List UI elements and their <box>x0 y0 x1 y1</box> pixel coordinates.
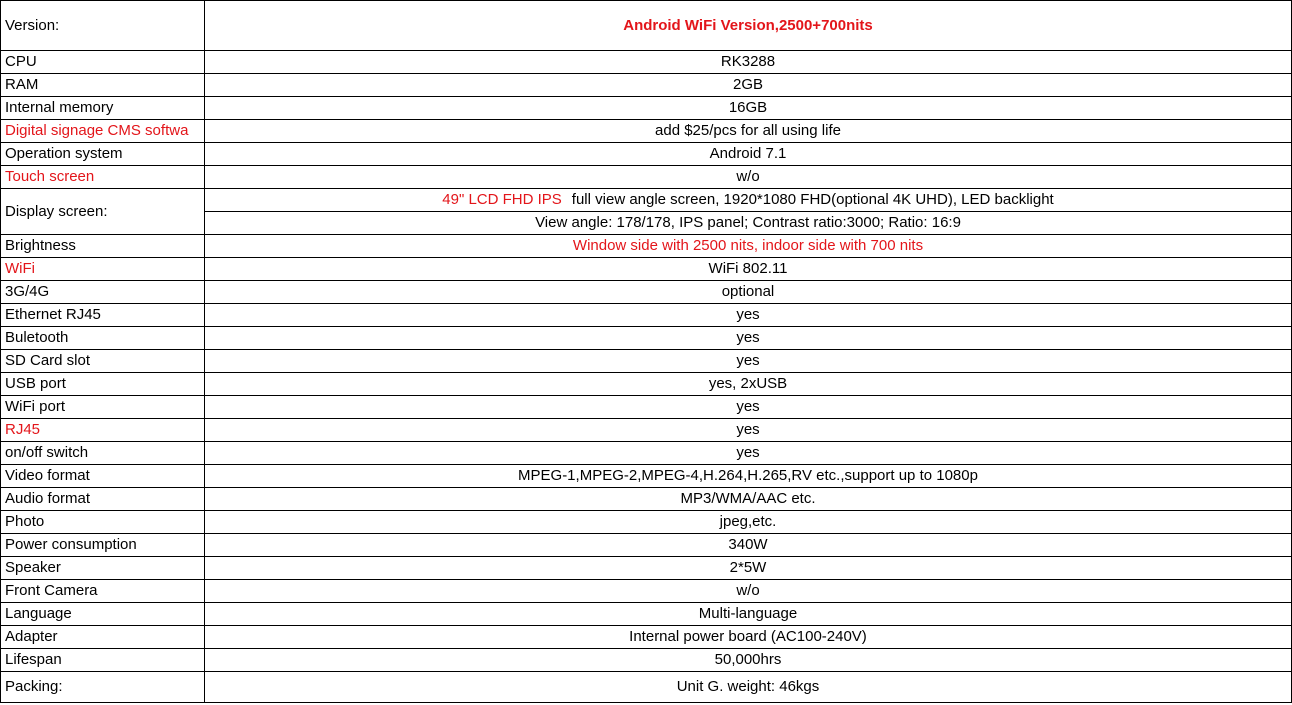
table-row-video-format <box>1 465 1292 488</box>
row-label-front-camera: Front Camera <box>1 580 205 603</box>
table-row-adapter <box>1 626 1292 649</box>
table-row-photo <box>1 511 1292 534</box>
table-row-internal-memory <box>1 97 1292 120</box>
row-value-ram: 2GB <box>205 74 1292 97</box>
row-value-onoff-switch: yes <box>205 442 1292 465</box>
row-value-internal-memory: 16GB <box>205 97 1292 120</box>
row-value-rj45: yes <box>205 419 1292 442</box>
row-value-power: 340W <box>205 534 1292 557</box>
table-row-packing <box>1 672 1292 703</box>
row-value-brightness: Window side with 2500 nits, indoor side with 700 nits <box>205 235 1292 258</box>
row-label-power: Power consumption <box>1 534 205 557</box>
table-row-ram <box>1 74 1292 97</box>
table-row-lifespan <box>1 649 1292 672</box>
row-label-onoff-switch: on/off switch <box>1 442 205 465</box>
row-label-version: Version: <box>1 1 205 51</box>
table-row-display-screen <box>1 189 1292 212</box>
row-value-front-camera: w/o <box>205 580 1292 603</box>
row-value-photo: jpeg,etc. <box>205 511 1292 534</box>
row-label-internal-memory: Internal memory <box>1 97 205 120</box>
row-value-ethernet: yes <box>205 304 1292 327</box>
row-value-usb-port: yes, 2xUSB <box>205 373 1292 396</box>
table-row-version <box>1 1 1292 51</box>
table-row-wifi <box>1 258 1292 281</box>
row-label-bluetooth: Buletooth <box>1 327 205 350</box>
row-label-ethernet: Ethernet RJ45 <box>1 304 205 327</box>
row-label-3g4g: 3G/4G <box>1 281 205 304</box>
row-label-adapter: Adapter <box>1 626 205 649</box>
table-row-sd-card <box>1 350 1292 373</box>
row-label-rj45: RJ45 <box>1 419 205 442</box>
row-value-sd-card: yes <box>205 350 1292 373</box>
table-row-cpu <box>1 51 1292 74</box>
table-row-language <box>1 603 1292 626</box>
row-value-lifespan: 50,000hrs <box>205 649 1292 672</box>
row-value-language: Multi-language <box>205 603 1292 626</box>
table-row-speaker <box>1 557 1292 580</box>
row-value-cms-software: add $25/pcs for all using life <box>205 120 1292 143</box>
table-row-touch-screen <box>1 166 1292 189</box>
row-value-display-line2: View angle: 178/178, IPS panel; Contrast ratio:3000; Ratio: 16:9 <box>205 212 1292 235</box>
row-value-operation-system: Android 7.1 <box>205 143 1292 166</box>
row-value-speaker: 2*5W <box>205 557 1292 580</box>
row-label-sd-card: SD Card slot <box>1 350 205 373</box>
row-value-3g4g: optional <box>205 281 1292 304</box>
table-row-ethernet <box>1 304 1292 327</box>
row-value-bluetooth: yes <box>205 327 1292 350</box>
row-value-adapter: Internal power board (AC100-240V) <box>205 626 1292 649</box>
row-label-wifi-port: WiFi port <box>1 396 205 419</box>
row-label-packing: Packing: <box>1 672 205 703</box>
row-label-video-format: Video format <box>1 465 205 488</box>
display-size-highlight: 49" LCD FHD IPS <box>442 191 562 208</box>
row-label-speaker: Speaker <box>1 557 205 580</box>
row-value-display-line1 <box>205 189 1292 212</box>
row-label-touch-screen: Touch screen <box>1 166 205 189</box>
row-value-touch-screen: w/o <box>205 166 1292 189</box>
display-line1-rest: full view angle screen, 1920*1080 FHD(optional 4K UHD), LED backlight <box>571 191 1054 208</box>
table-row-power <box>1 534 1292 557</box>
row-value-wifi-port: yes <box>205 396 1292 419</box>
row-label-operation-system: Operation system <box>1 143 205 166</box>
row-label-ram: RAM <box>1 74 205 97</box>
table-row-usb-port <box>1 373 1292 396</box>
row-label-language: Language <box>1 603 205 626</box>
row-label-brightness: Brightness <box>1 235 205 258</box>
table-row-operation-system <box>1 143 1292 166</box>
table-row-onoff-switch <box>1 442 1292 465</box>
row-value-wifi: WiFi 802.11 <box>205 258 1292 281</box>
row-label-cms-software: Digital signage CMS softwa <box>1 120 205 143</box>
table-row-front-camera <box>1 580 1292 603</box>
table-row-cms-software <box>1 120 1292 143</box>
row-value-audio-format: MP3/WMA/AAC etc. <box>205 488 1292 511</box>
row-value-version: Android WiFi Version,2500+700nits <box>205 1 1292 51</box>
row-label-cpu: CPU <box>1 51 205 74</box>
row-value-cpu: RK3288 <box>205 51 1292 74</box>
table-row-bluetooth <box>1 327 1292 350</box>
table-row-wifi-port <box>1 396 1292 419</box>
row-label-display-screen: Display screen: <box>1 189 205 235</box>
row-value-packing: Unit G. weight: 46kgs <box>205 672 1292 703</box>
table-row-3g4g <box>1 281 1292 304</box>
table-row-rj45 <box>1 419 1292 442</box>
table-row-audio-format <box>1 488 1292 511</box>
row-label-wifi: WiFi <box>1 258 205 281</box>
table-row-brightness <box>1 235 1292 258</box>
row-label-audio-format: Audio format <box>1 488 205 511</box>
row-label-usb-port: USB port <box>1 373 205 396</box>
row-label-lifespan: Lifespan <box>1 649 205 672</box>
row-value-video-format: MPEG-1,MPEG-2,MPEG-4,H.264,H.265,RV etc.,support up to 1080p <box>205 465 1292 488</box>
row-label-photo: Photo <box>1 511 205 534</box>
